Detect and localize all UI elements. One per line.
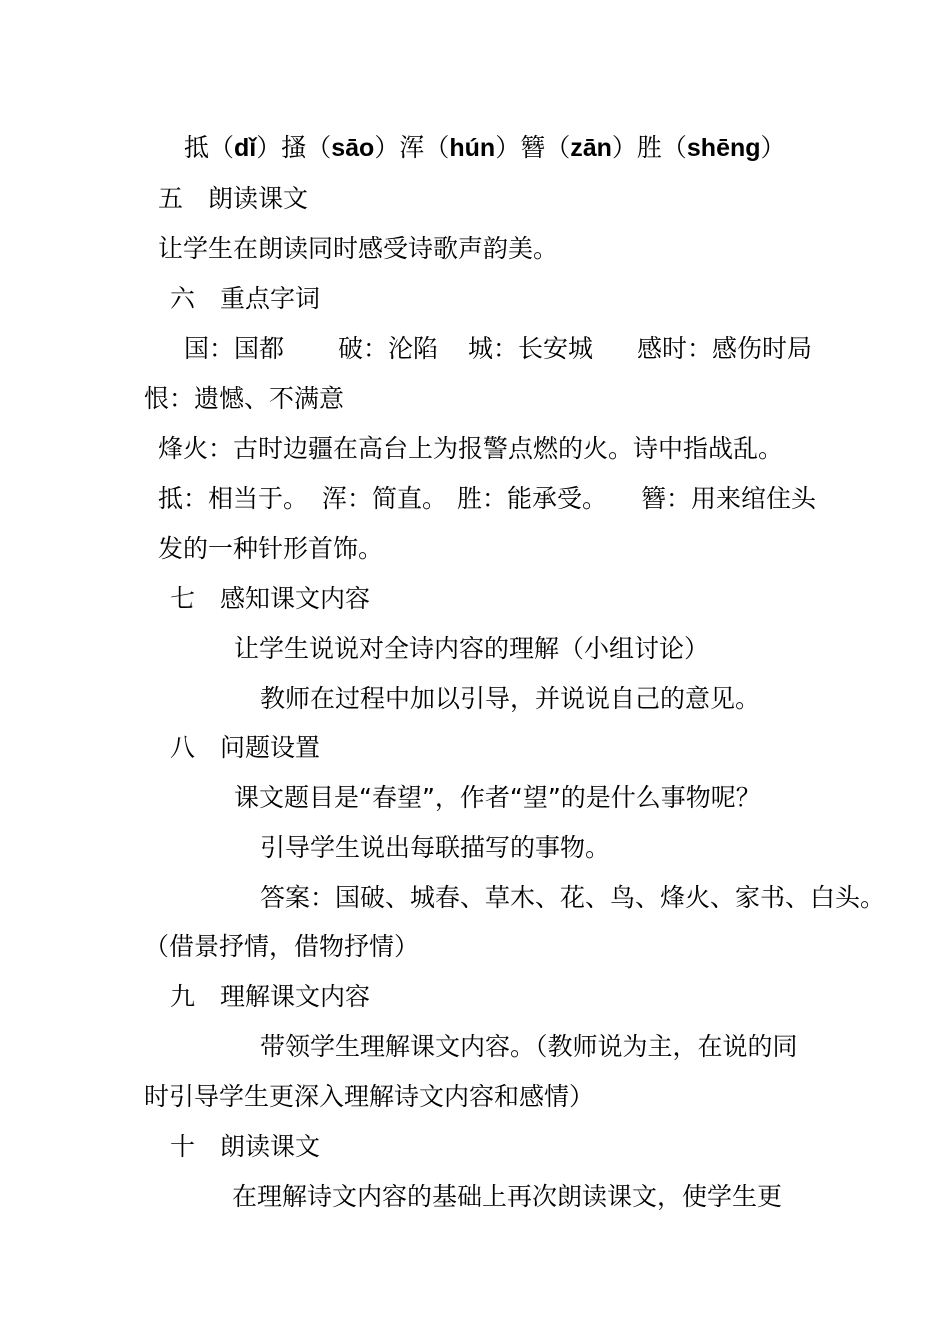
pinyin-text: 抵（ [184, 133, 235, 162]
paragraph-line: 引导学生说出每联描写的事物。 [260, 833, 611, 862]
pinyin-text: ） [760, 133, 786, 162]
section-number: 十 [170, 1132, 196, 1161]
paragraph-line: 恨：遗憾、不满意 [144, 384, 345, 413]
pinyin-text: sāo [331, 134, 375, 162]
paragraph-line: 时引导学生更深入理解诗文内容和感情） [144, 1082, 595, 1111]
section-number: 八 [170, 733, 196, 762]
paragraph-line: 发的一种针形首饰。 [158, 534, 384, 563]
vocab-item: 胜：能承受。 [457, 484, 608, 513]
paragraph-line: （借景抒情，借物抒情） [144, 932, 420, 961]
vocab-item: 国：国都 [184, 334, 285, 363]
section-title: 朗读课文 [208, 184, 309, 213]
paragraph-line: 带领学生理解课文内容。（教师说为主，在说的同 [260, 1032, 798, 1061]
section-heading [170, 981, 370, 1013]
section-title: 理解课文内容 [220, 982, 371, 1011]
pinyin-line [184, 132, 786, 164]
section-number: 七 [170, 584, 196, 613]
section-number: 九 [170, 982, 196, 1011]
section-heading [170, 583, 370, 615]
section-title: 重点字词 [220, 284, 321, 313]
section-heading [158, 183, 308, 215]
section-heading [170, 283, 320, 315]
vocab-item: 城：长安城 [468, 334, 594, 363]
vocab-item: 簪：用来绾住头 [641, 484, 817, 513]
section-title: 问题设置 [220, 733, 321, 762]
pinyin-text: zān [570, 134, 612, 162]
section-title: 朗读课文 [220, 1132, 321, 1161]
section-number: 五 [158, 184, 184, 213]
vocab-line [184, 333, 812, 365]
section-title: 感知课文内容 [220, 584, 371, 613]
pinyin-text: hún [449, 134, 496, 162]
pinyin-text: ）簪（ [495, 133, 571, 162]
paragraph-line: 让学生在朗读同时感受诗歌声韵美。 [158, 234, 559, 263]
pinyin-text: ）搔（ [256, 133, 332, 162]
pinyin-text: dǐ [234, 134, 257, 162]
vocab-item: 破：沦陷 [338, 334, 439, 363]
vocab-line [158, 483, 816, 515]
vocab-item: 浑：简直。 [322, 484, 448, 513]
section-heading [170, 732, 320, 764]
pinyin-text: shēng [686, 134, 761, 162]
section-heading [170, 1131, 320, 1163]
paragraph-line: 答案：国破、城春、草木、花、鸟、烽火、家书、白头。 [260, 883, 886, 912]
vocab-item: 抵：相当于。 [158, 484, 309, 513]
paragraph-line: 教师在过程中加以引导，并说说自己的意见。 [260, 684, 761, 713]
paragraph-line: 烽火：古时边疆在高台上为报警点燃的火。诗中指战乱。 [158, 434, 784, 463]
paragraph-line: 课文题目是“春望”，作者“望”的是什么事物呢？ [234, 783, 761, 812]
paragraph-line: 让学生说说对全诗内容的理解（小组讨论） [234, 634, 710, 663]
vocab-item: 感时：感伤时局 [637, 334, 813, 363]
paragraph-line: 在理解诗文内容的基础上再次朗读课文，使学生更 [232, 1182, 783, 1211]
section-number: 六 [170, 284, 196, 313]
pinyin-text: ）浑（ [374, 133, 450, 162]
pinyin-text: ）胜（ [611, 133, 687, 162]
